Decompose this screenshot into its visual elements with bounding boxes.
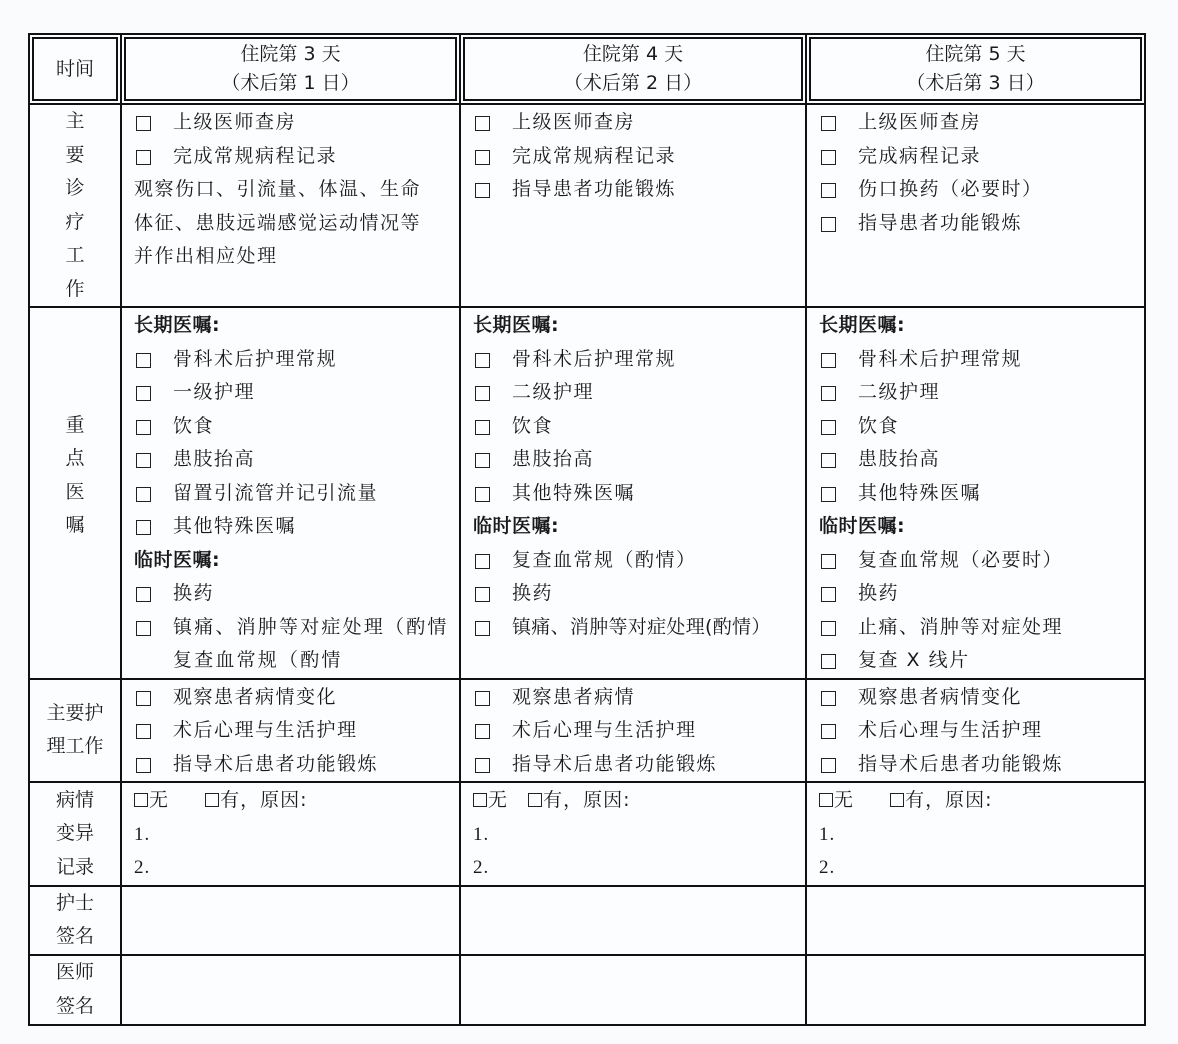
temporary-orders-heading: 临时医嘱: <box>473 515 560 537</box>
nursing-day4 <box>460 679 806 783</box>
key-orders-row <box>29 307 1145 679</box>
clinical-pathway-table <box>28 33 1146 1026</box>
nursing-item[interactable]: 术后心理与生活护理 <box>134 714 453 748</box>
checkbox[interactable] <box>136 691 151 706</box>
variance-row <box>29 782 1145 886</box>
nursing-item[interactable]: 指导术后患者功能锻炼 <box>134 748 453 782</box>
nurse-sign-day4[interactable] <box>460 886 806 955</box>
header-row <box>29 34 1145 104</box>
key-orders-label: 重 点 医 嘱 <box>29 307 121 679</box>
note-line: 观察伤口、引流量、体温、生命 <box>134 178 422 200</box>
checkbox[interactable] <box>136 386 151 401</box>
checkbox[interactable] <box>475 453 490 468</box>
nursing-item[interactable]: 术后心理与生活护理 <box>819 714 1138 748</box>
checkbox[interactable] <box>475 724 490 739</box>
order-item[interactable]: 其他特殊医嘱 <box>134 510 453 544</box>
checkbox[interactable] <box>475 420 490 435</box>
variance-none-checkbox[interactable] <box>473 793 487 807</box>
checkbox[interactable] <box>136 150 151 165</box>
checkbox[interactable] <box>136 587 151 602</box>
checkbox[interactable] <box>136 724 151 739</box>
nurse-sign-label: 护士 签名 <box>29 886 121 955</box>
checkbox[interactable] <box>475 554 490 569</box>
order-item[interactable]: 复查血常规（必要时） <box>819 544 1138 578</box>
order-item[interactable]: 其他特殊医嘱 <box>473 477 799 511</box>
day-title: 住院第 5 天 <box>925 43 1026 65</box>
variance-none-checkbox[interactable] <box>134 793 148 807</box>
variance-yes-label: 有，原因: <box>220 789 308 811</box>
temporary-orders-heading: 临时医嘱: <box>134 548 221 571</box>
checkbox[interactable] <box>821 587 836 602</box>
variance-line-2[interactable]: 2. <box>819 857 836 878</box>
variance-line-2[interactable]: 2. <box>473 857 490 878</box>
checkbox[interactable] <box>821 386 836 401</box>
postop-day: （术后第 3 日） <box>906 72 1045 94</box>
main-work-row <box>29 104 1145 307</box>
main-work-day5 <box>806 104 1145 307</box>
checkbox[interactable] <box>136 487 151 502</box>
day-header-cell <box>121 34 460 104</box>
variance-yes-label: 有，原因: <box>543 789 631 811</box>
order-item[interactable]: 镇痛、消肿等对症处理（酌情复查血常规（酌情 <box>134 611 453 678</box>
checkbox[interactable] <box>475 691 490 706</box>
nursing-item[interactable]: 术后心理与生活护理 <box>473 714 799 748</box>
main-work-day4 <box>460 104 806 307</box>
variance-none-label: 无 <box>149 789 170 811</box>
doctor-sign-day3[interactable] <box>121 955 460 1025</box>
day-title: 住院第 4 天 <box>582 43 684 65</box>
postop-day: （术后第 1 日） <box>221 72 360 94</box>
nursing-label: 主要护 理工作 <box>29 679 121 783</box>
checkbox[interactable] <box>821 724 836 739</box>
checkbox[interactable] <box>475 758 490 773</box>
order-item[interactable]: 留置引流管并记引流量 <box>134 477 453 511</box>
variance-none-label: 无 <box>834 789 855 811</box>
checkbox[interactable] <box>821 183 836 198</box>
order-item[interactable]: 二级护理 <box>819 376 1138 410</box>
checkbox[interactable] <box>821 150 836 165</box>
checkbox[interactable] <box>136 116 151 131</box>
variance-label: 病情 变异 记录 <box>29 782 121 886</box>
checklist-item[interactable]: 上级医师查房 <box>473 106 799 140</box>
long-term-orders-heading: 长期医嘱: <box>473 314 560 336</box>
order-item[interactable]: 饮食 <box>473 410 799 444</box>
order-item[interactable]: 止痛、消肿等对症处理 <box>819 611 1138 645</box>
variance-line-1[interactable]: 1. <box>134 823 151 845</box>
variance-day5 <box>806 782 1145 886</box>
nursing-row <box>29 679 1145 783</box>
checkbox[interactable] <box>821 420 836 435</box>
doctor-sign-day5[interactable] <box>806 955 1145 1025</box>
nurse-sign-row <box>29 886 1145 955</box>
order-item[interactable]: 镇痛、消肿等对症处理(酌情） <box>473 611 799 645</box>
variance-yes-checkbox[interactable] <box>890 793 904 807</box>
variance-none-label: 无 <box>488 789 509 811</box>
checkbox[interactable] <box>821 116 836 131</box>
note-line: 体征、患肢远端感觉运动情况等 <box>134 211 422 234</box>
main-work-label: 主 要 诊 疗 工 作 <box>29 104 121 307</box>
checkbox[interactable] <box>821 654 836 669</box>
temporary-orders-heading: 临时医嘱: <box>819 515 906 537</box>
order-item[interactable]: 骨科术后护理常规 <box>473 343 799 377</box>
order-item[interactable]: 骨科术后护理常规 <box>134 343 453 377</box>
checkbox[interactable] <box>475 487 490 502</box>
nursing-item[interactable]: 观察患者病情变化 <box>819 681 1138 715</box>
checkbox[interactable] <box>821 554 836 569</box>
checkbox[interactable] <box>475 150 490 165</box>
order-item[interactable]: 其他特殊医嘱 <box>819 477 1138 511</box>
variance-yes-checkbox[interactable] <box>528 793 542 807</box>
nursing-item[interactable]: 指导术后患者功能锻炼 <box>819 748 1138 782</box>
checkbox[interactable] <box>475 183 490 198</box>
checklist-item[interactable]: 伤口换药（必要时） <box>819 173 1138 207</box>
checklist-item[interactable]: 完成常规病程记录 <box>134 140 453 174</box>
variance-line-1[interactable]: 1. <box>473 823 490 845</box>
day-title: 住院第 3 天 <box>240 43 341 65</box>
key-orders-day4 <box>460 307 806 679</box>
order-item[interactable]: 复查血常规（酌情） <box>473 544 799 578</box>
checkbox[interactable] <box>821 353 836 368</box>
order-item[interactable]: 患肢抬高 <box>134 443 453 477</box>
checklist-item[interactable]: 上级医师查房 <box>819 106 1138 140</box>
day-header-cell <box>460 34 806 104</box>
checkbox[interactable] <box>136 758 151 773</box>
checkbox[interactable] <box>475 587 490 602</box>
variance-none-checkbox[interactable] <box>819 793 833 807</box>
nursing-day3 <box>121 679 460 783</box>
order-item[interactable]: 换药 <box>473 577 799 611</box>
checkbox[interactable] <box>136 453 151 468</box>
nurse-sign-day5[interactable] <box>806 886 1145 955</box>
checklist-item[interactable]: 上级医师查房 <box>134 106 453 140</box>
checkbox[interactable] <box>136 420 151 435</box>
order-item[interactable]: 一级护理 <box>134 376 453 410</box>
variance-line-1[interactable]: 1. <box>819 823 836 845</box>
checkbox[interactable] <box>821 487 836 502</box>
checkbox[interactable] <box>475 116 490 131</box>
variance-yes-label: 有，原因: <box>905 789 993 811</box>
variance-day4 <box>460 782 806 886</box>
checkbox[interactable] <box>136 520 151 535</box>
key-orders-day3 <box>121 307 460 679</box>
checkbox[interactable] <box>475 386 490 401</box>
checkbox[interactable] <box>136 621 151 636</box>
order-item[interactable]: 换药 <box>134 577 453 611</box>
order-item[interactable]: 二级护理 <box>473 376 799 410</box>
variance-day3 <box>121 782 460 886</box>
order-item[interactable]: 换药 <box>819 577 1138 611</box>
day-header-cell <box>806 34 1145 104</box>
checkbox[interactable] <box>475 353 490 368</box>
time-header-cell <box>29 34 121 104</box>
nurse-sign-day3[interactable] <box>121 886 460 955</box>
variance-line-2[interactable]: 2. <box>134 857 151 878</box>
checklist-item[interactable]: 指导患者功能锻炼 <box>819 207 1138 241</box>
doctor-sign-day4[interactable] <box>460 955 806 1025</box>
checkbox[interactable] <box>475 621 490 636</box>
doctor-sign-row <box>29 955 1145 1025</box>
checkbox[interactable] <box>821 621 836 636</box>
nursing-day5 <box>806 679 1145 783</box>
checkbox[interactable] <box>821 691 836 706</box>
nursing-item[interactable]: 观察患者病情变化 <box>134 681 453 715</box>
order-item[interactable]: 患肢抬高 <box>473 443 799 477</box>
nursing-item[interactable]: 观察患者病情 <box>473 681 799 715</box>
checklist-item[interactable]: 完成病程记录 <box>819 140 1138 174</box>
key-orders-day5 <box>806 307 1145 679</box>
order-item[interactable]: 患肢抬高 <box>819 443 1138 477</box>
doctor-sign-label: 医师 签名 <box>29 955 121 1025</box>
checkbox[interactable] <box>821 453 836 468</box>
long-term-orders-heading: 长期医嘱: <box>134 314 221 336</box>
order-item[interactable]: 复查 X 线片 <box>819 644 1138 678</box>
time-label: 时间 <box>55 57 94 80</box>
checkbox[interactable] <box>821 758 836 773</box>
checkbox[interactable] <box>136 353 151 368</box>
checkbox[interactable] <box>821 217 836 232</box>
long-term-orders-heading: 长期医嘱: <box>819 314 906 336</box>
order-item[interactable]: 饮食 <box>134 410 453 444</box>
variance-yes-checkbox[interactable] <box>205 793 219 807</box>
postop-day: （术后第 2 日） <box>563 72 703 94</box>
checklist-item[interactable]: 完成常规病程记录 <box>473 140 799 174</box>
nursing-item[interactable]: 指导术后患者功能锻炼 <box>473 748 799 782</box>
note-line: 并作出相应处理 <box>134 245 278 267</box>
order-item[interactable]: 骨科术后护理常规 <box>819 343 1138 377</box>
checklist-item[interactable]: 指导患者功能锻炼 <box>473 173 799 207</box>
main-work-day3 <box>121 104 460 307</box>
order-item[interactable]: 饮食 <box>819 410 1138 444</box>
